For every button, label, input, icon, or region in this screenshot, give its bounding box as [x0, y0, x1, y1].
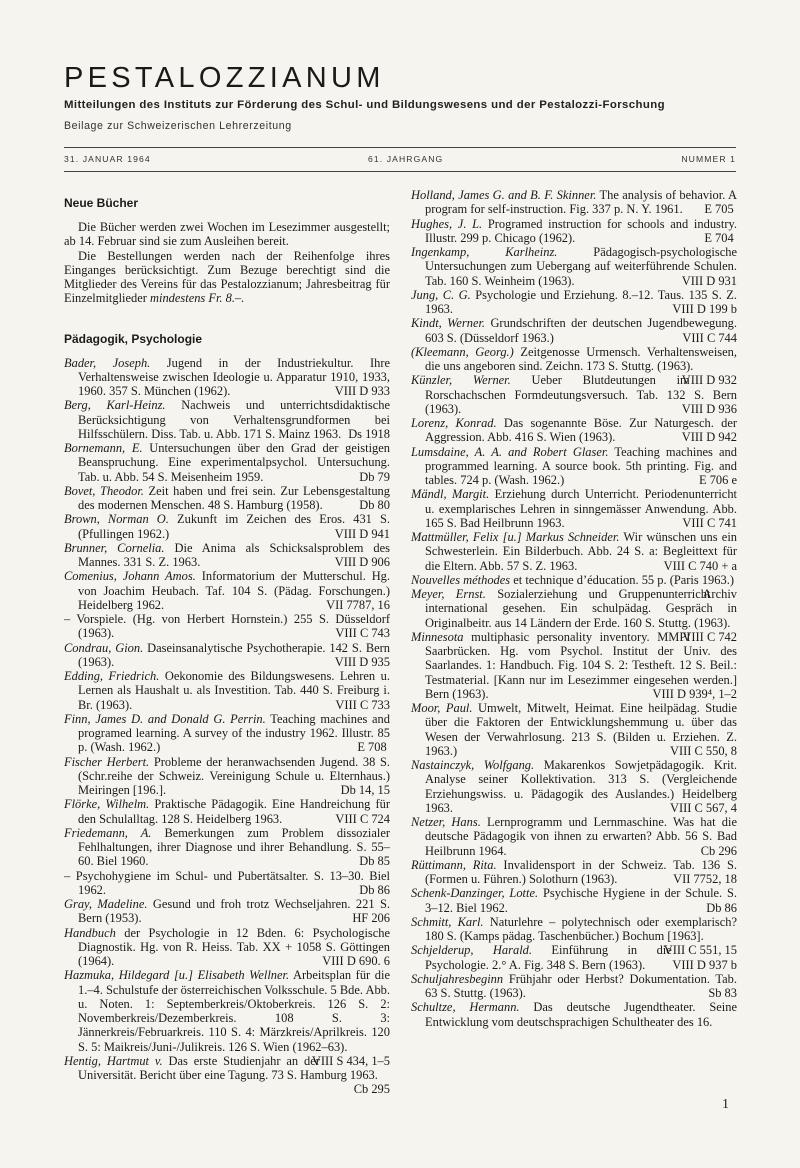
entry-shelfmark: VIII D 935 — [334, 654, 390, 669]
intro-paragraph: Die Bücher werden zwei Wochen im Lesezimmer ausgestellt; ab 14. Februar sind sie zum Ausleihen bereit. — [64, 220, 390, 249]
entry-text: Probleme der heranwachsenden Jugend. 38 S. (Schr.reihe der Schweiz. Vereinigung Schule u. Elternhaus.) Meiringen [196.]. — [78, 754, 391, 797]
entry-author: Berg, Karl-Heinz. — [64, 398, 166, 413]
entry-text: Pädagogisch-psychologische Untersuchungen zum Uebergang auf weiterführende Schulen. Tab. 160 S. Weinheim (1963). — [425, 245, 737, 288]
bibliography-entry — [411, 188, 737, 217]
entry-text: Lernprogramm und Lernmaschine. Was hat die deutsche Pädagogik von ihnen zu erwarten? Abb. 56 S. Bad Heilbrunn 1964. — [425, 815, 737, 858]
entry-text: multiphasic personality inventory. MMPI Saarbrücken. Hg. vom Psychol. Institut der Univ. des Saarlandes. 1: Handbuch. Fig. 104 S. 2: Testheft. 12 S. Beil.: Testmaterial. [Kann nur im Lesezimmer eingesehen werden.] Bern (1963). — [425, 629, 737, 701]
bibliography-entry — [411, 316, 737, 345]
entry-text: Ueber Blutdeutungen im Rorschachschen Formdeutungsversuch. Tab. 132 S. Bern (1963). — [425, 373, 737, 416]
entry-author: Condrau, Gion. — [64, 640, 144, 655]
entry-text: Programed instruction for schools and industry. Illustr. 299 p. Chicago (1962). — [425, 216, 737, 245]
entry-author: Minnesota — [411, 629, 464, 644]
entry-text: der Psychologie in 12 Bden. 6: Psychologische Diagnostik. Hg. von R. Heiss. Tab. XX + 1058 S. Göttingen (1964). — [78, 925, 390, 968]
entry-shelfmark: VIII C 724 — [335, 811, 390, 826]
entry-shelfmark: Db 79 — [359, 469, 390, 484]
bibliography-entry — [64, 484, 390, 513]
bibliography-entry — [64, 826, 390, 869]
bibliography-entry — [411, 416, 737, 445]
entry-author: Netzer, Hans. — [411, 815, 481, 829]
left-entry-list — [64, 355, 391, 1097]
bibliography-entry — [411, 487, 737, 530]
entry-shelfmark: Cb 295 — [353, 1082, 390, 1097]
entry-shelfmark: VIII D 199 b — [672, 302, 737, 316]
entry-shelfmark: VII 7787, 16 — [326, 597, 390, 612]
entry-shelfmark: Db 86 — [706, 900, 737, 915]
entry-author: Künzler, Werner. — [411, 373, 511, 388]
entry-text: Erziehung durch Unterricht. Periodenunterricht u. exemplarisches Lehren in sinngemässer Anwendung. Abb. 165 S. Bad Heilbrunn 1963. — [425, 487, 738, 530]
bibliography-entry — [64, 755, 390, 798]
entry-text: Bemerkungen zum Problem dissozialer Fehlhaltungen, ihrer Diagnose und ihrer Behandlung. S. 55–60. Biel 1960. — [78, 825, 391, 869]
entry-author: Moor, Paul. — [411, 701, 473, 715]
entry-shelfmark: VIII C 740 + a — [663, 558, 737, 573]
entry-text: Daseinsanalytische Psychotherapie. 142 S. Bern (1963). — [78, 640, 391, 669]
bibliography-entry — [64, 541, 390, 570]
left-column — [64, 188, 390, 1097]
entry-author: Hughes, J. L. — [411, 216, 483, 231]
entry-text: Untersuchungen über den Grad der geistigen Beanspruchung. Eine experimentalpsychol. Untersuchung. Tab. u. Abb. 54 S. Meisenheim 1959. — [78, 441, 390, 484]
intro-paragraph-text: Die Bestellungen werden nach der Reihenfolge ihres Einganges berücksichtigt. Zum Bezuge berechtigt sind die Mitglieder des Vereins für das Pestalozzianum; Jahresbeitrag für Einzelmitglieder — [64, 248, 390, 306]
bibliography-entry — [64, 797, 390, 826]
entry-text: Arbeitsplan für die 1.–4. Schulstufe der österreichischen Volksschule. 5 Bde. Abb. u. Noten. 1: Septemberkreis/Oktoberkreis. 126 S. 2: Novemberkreis/Dezemberkreis. 108 S. 3: Jännerkreis/Februarkreis. 110 S. 4: Märzkreis/Aprilkreis. 120 S. 5: Maikreis/Juni-/Julikreis. 126 S. Wien (1962–63). — [78, 968, 390, 1054]
entry-author: Bornemann, E. — [64, 441, 143, 455]
right-column — [411, 188, 737, 1029]
section-heading-neue-buecher: Neue Bücher — [64, 196, 139, 210]
entry-text: Jugend in der Industriekultur. Ihre Verhaltensweise zwischen Ideologie u. Apparatur 1910, 1933, 1960. 357 S. München (1962). — [78, 355, 390, 398]
bibliography-entry — [64, 641, 390, 670]
entry-author: Fischer Herbert. — [64, 754, 150, 769]
bibliography-entry — [411, 373, 737, 416]
section-heading-paedagogik: Pädagogik, Psychologie — [64, 331, 203, 346]
entry-shelfmark: VIII S 434, 1–5 — [311, 1053, 390, 1068]
entry-shelfmark: HF 206 — [352, 911, 390, 926]
entry-author: Lumsdaine, A. A. and Robert Glaser. — [411, 444, 609, 459]
entry-text: Sozialerziehung und Gruppenunterricht international gesehen. Ein schulpädag. Gespräch in Originalbeitr. aus 14 Ländern der Erde. 160 S. Stuttg. (1963). — [425, 587, 737, 630]
entry-shelfmark: VIII C 551, 15 — [663, 943, 737, 958]
entry-text: Nachweis und unterrichtsdidaktische Berücksichtigung von Verhaltensgrundformen bei Hilfsschülern. Diss. Tab. u. Abb. 171 S. Mainz 1963. — [78, 398, 390, 441]
entry-text: Einführung in die Psychologie. 2.° A. Fig. 348 S. Bern (1963). — [425, 943, 672, 972]
entry-shelfmark: VIII C 742 — [682, 629, 737, 644]
entry-shelfmark: VIII D 690. 6 — [322, 954, 390, 968]
entry-shelfmark: VIII D 906 — [334, 555, 390, 569]
bibliography-entry — [64, 926, 390, 969]
entry-author: Hentig, Hartmut v. — [64, 1053, 163, 1068]
entry-shelfmark: Db 80 — [359, 498, 390, 512]
entry-author: Meyer, Ernst. — [411, 587, 486, 601]
issue-volume: 61. JAHRGANG — [368, 154, 444, 164]
entry-text: Frühjahr oder Herbst? Dokumentation. Tab. 63 S. Stuttg. (1963). — [425, 971, 737, 1000]
bibliography-entry — [64, 712, 390, 755]
bibliography-entry — [411, 972, 737, 1001]
entry-text: Psychische Hygiene in der Schule. S. 3–12. Biel 1962. — [425, 886, 738, 915]
entry-text: Das sogenannte Böse. Zur Naturgesch. der Aggression. Abb. 416 S. Wien (1963). — [425, 416, 738, 445]
entry-text: Oekonomie des Bildungswesens. Lehren u. Lernen als Haushalt u. als Investition. Tab. 440 S. Freiburg i. Br. (1963). — [78, 669, 390, 712]
entry-shelfmark: VIII D 931 — [681, 273, 737, 288]
bibliography-entry — [411, 701, 737, 758]
entry-text: Gesund und froh trotz Wechseljahren. 221 S. Bern (1953). — [78, 897, 391, 926]
entry-shelfmark: VIII D 936 — [681, 401, 737, 416]
entry-text: Invalidensport in der Schweiz. Tab. 136 S. (Formen u. Führen.) Solothurn (1963). — [425, 857, 737, 886]
entry-author: Gray, Madeline. — [64, 897, 148, 911]
entry-author: Schenk-Danzinger, Lotte. — [411, 886, 539, 901]
entry-shelfmark: VIII D 937 b — [672, 957, 737, 972]
entry-shelfmark: Sb 83 — [708, 986, 737, 1000]
membership-fee: mindestens Fr. 8.–. — [150, 291, 245, 306]
entry-author: Kindt, Werner. — [411, 316, 486, 331]
journal-title: PESTALOZZIANUM — [64, 62, 385, 94]
entry-author: Comenius, Johann Amos. — [64, 569, 196, 584]
entry-text: The analysis of behavior. A program for self-instruction. Fig. 337 p. N. Y. 1961. — [425, 188, 737, 217]
entry-shelfmark: VIII D 941 — [334, 526, 390, 541]
entry-shelfmark: Cb 296 — [700, 843, 737, 858]
entry-author: Lorenz, Konrad. — [411, 416, 497, 430]
entry-shelfmark: VIII C 743 — [335, 626, 390, 641]
entry-author: Handbuch — [64, 925, 116, 940]
bibliography-entry — [64, 869, 390, 898]
bibliography-entry — [64, 356, 390, 399]
entry-shelfmark: E 705 — [704, 202, 734, 217]
bibliography-entry — [411, 815, 737, 858]
entry-author: Mändl, Margit. — [411, 487, 490, 502]
entry-author: Rüttimann, Rita. — [411, 857, 497, 872]
header-rule-top — [64, 147, 736, 148]
entry-author: Hazmuka, Hildegard [u.] Elisabeth Wellner. — [64, 968, 290, 983]
bibliography-entry — [411, 288, 737, 317]
entry-text: Teaching machines and programed learning. A survey of the industry 1962. Illustr. 85 p. (Wash. 1962.) — [78, 711, 390, 755]
bibliography-entry — [411, 530, 737, 573]
bibliography-entry — [64, 897, 390, 926]
entry-shelfmark: Db 14, 15 — [340, 783, 390, 797]
bibliography-entry — [411, 630, 737, 701]
entry-author: Schmitt, Karl. — [411, 914, 484, 929]
entry-text: – Psychohygiene im Schul- und Pubertätsalter. S. 13–30. Biel 1962. — [64, 868, 390, 897]
entry-shelfmark: VIII C 567, 4 — [669, 800, 737, 815]
intro-paragraph — [64, 249, 390, 306]
entry-shelfmark: Db 86 — [359, 882, 390, 897]
entry-text: Praktische Pädagogik. Eine Handreichung für den Schulalltag. 128 S. Heidelberg 1963. — [78, 797, 390, 826]
entry-author: Bovet, Theodor. — [64, 483, 144, 498]
entry-shelfmark: E 706 e — [699, 473, 737, 487]
bibliography-entry — [64, 512, 390, 541]
entry-shelfmark: VII 7752, 18 — [673, 872, 737, 886]
bibliography-entry — [64, 669, 390, 712]
intro-text — [64, 220, 390, 306]
bibliography-entry — [411, 445, 737, 488]
entry-text: Naturlehre – polytechnisch oder exemplarisch? 180 S. (Kamps pädag. Taschenbücher.) Bochum [1963]. — [425, 914, 737, 943]
journal-subtitle: Mitteilungen des Instituts zur Förderung des Schul- und Bildungswesens und der Pestalozzi-Forschung — [64, 99, 665, 111]
entry-author: Ingenkamp, Karlheinz. — [411, 245, 558, 259]
entry-shelfmark: VIII D 939⁴, 1–2 — [652, 686, 737, 701]
entry-author: Flörke, Wilhelm. — [64, 797, 150, 812]
entry-text: Makarenkos Sowjetpädagogik. Krit. Analyse seiner Kollektivation. 313 S. (Vergleichende Erziehungswiss. u. Pädagogik des Auslandes.) Heidelberg 1963. — [425, 758, 738, 815]
entry-shelfmark: VIII D 942 — [681, 430, 737, 445]
bibliography-entry — [64, 441, 390, 484]
entry-text: Psychologie und Erziehung. 8.–12. Taus. 135 S. Z. 1963. — [425, 287, 737, 316]
entry-shelfmark: VIII C 741 — [682, 515, 737, 530]
entry-shelfmark: E 708 — [357, 740, 387, 755]
entry-author: Schuljahresbeginn — [411, 971, 504, 986]
entry-shelfmark: VIII C 550, 8 — [669, 743, 737, 758]
entry-author: Edding, Friedrich. — [64, 669, 160, 683]
entry-shelfmark: VIII C 744 — [682, 330, 737, 345]
entry-text: Zeit haben und frei sein. Zur Lebensgestaltung des modernen Menschen. 48 S. Hamburg (1958). — [78, 483, 390, 512]
entry-author: Jung, C. G. — [411, 287, 471, 302]
entry-author: Schjelderup, Harald. — [411, 943, 532, 958]
entry-text: Informatorium der Mutterschul. Hg. von Joachim Heubach. Taf. 104 S. (Pädag. Forschungen.) Heidelberg 1962. — [78, 569, 391, 612]
entry-author: Friedemann, A. — [64, 825, 152, 840]
entry-text: et technique d’éducation. 55 p. (Paris 1963.) — [513, 572, 734, 587]
entry-author: Holland, James G. and B. F. Skinner. — [411, 188, 597, 202]
entry-text: Wir wünschen uns ein Schwesterlein. Ein Bilderbuch. Abb. 24 S. a: Begleittext für die Eltern. Abb. 57 S. Z. 1963. — [425, 530, 737, 573]
entry-text: – Vorspiele. (Hg. von Herbert Hornstein.) 255 S. Düsseldorf (1963). — [64, 612, 390, 641]
bibliography-entry — [411, 245, 737, 288]
issue-number: NUMMER 1 — [681, 154, 736, 164]
bibliography-entry — [411, 886, 737, 915]
entry-author: Brown, Norman O. — [64, 512, 169, 527]
entry-author: (Kleemann, Georg.) — [411, 344, 514, 359]
bibliography-entry — [64, 612, 390, 641]
entry-shelfmark: VIII C 733 — [335, 697, 390, 712]
entry-shelfmark: Ds 1918 — [348, 426, 390, 441]
entry-author: Nouvelles méthodes — [411, 572, 511, 587]
entry-shelfmark: VIII D 932 — [681, 373, 737, 388]
bibliography-entry — [64, 398, 390, 441]
entry-shelfmark: VIII D 933 — [334, 384, 390, 398]
entry-text: Zeitgenosse Urmensch. Verhaltensweisen, die uns angeboren sind. Zeichn. 173 S. Stuttg. (1963). — [425, 344, 737, 373]
entry-author: Nastainczyk, Wolfgang. — [411, 758, 535, 772]
entry-author: Schultze, Hermann. — [411, 1000, 520, 1015]
header-rule-bottom — [64, 171, 736, 172]
entry-author: Mattmüller, Felix [u.] Markus Schneider. — [411, 530, 620, 544]
entry-text: Die Anima als Schicksalsproblem des Mannes. 331 S. Z. 1963. — [78, 540, 390, 569]
entry-text: Teaching machines and programmed learning. A source book. 5th printing. Fig. and tables. 724 p. (Wash. 1962.) — [425, 444, 737, 487]
bibliography-entry — [411, 858, 737, 887]
entry-text: Zukunft im Zeichen des Eros. 431 S. (Pfullingen 1962.) — [78, 512, 391, 541]
bibliography-entry — [411, 217, 737, 246]
entry-text: Das erste Studienjahr an der Universität. Bericht über eine Tagung. 73 S. Hamburg 1963. — [78, 1053, 378, 1082]
issue-date: 31. JANUAR 1964 — [64, 154, 151, 164]
bibliography-entry — [411, 758, 737, 815]
bibliography-entry — [64, 569, 390, 612]
entry-text: Umwelt, Mitwelt, Heimat. Eine heilpädag. Studie über die Faktoren der Entwicklungshemmung u. über das Wesen der Verwahrlosung. 213 S. (Bilden u. Erziehen. Z. 1963.) — [425, 701, 737, 758]
entry-shelfmark: E 704 — [704, 230, 734, 245]
journal-supplement-line: Beilage zur Schweizerischen Lehrerzeitung — [64, 120, 292, 132]
entry-text: Das deutsche Jugendtheater. Seine Entwicklung vom deutschsprachigen Schultheater des 16. — [425, 1000, 738, 1029]
right-entry-list — [411, 188, 737, 1029]
entry-author: Finn, James D. and Donald G. Perrin. — [64, 711, 266, 726]
entry-shelfmark: Archiv — [702, 587, 737, 601]
entry-author: Bader, Joseph. — [64, 355, 151, 370]
page-number: 1 — [722, 1097, 729, 1112]
bibliography-entry — [411, 1000, 737, 1029]
entry-shelfmark: Db 85 — [359, 854, 390, 869]
entry-author: Brunner, Cornelia. — [64, 540, 165, 555]
entry-text: Grundschriften der deutschen Jugendbewegung. 603 S. (Düsseldorf 1963.) — [425, 316, 738, 345]
